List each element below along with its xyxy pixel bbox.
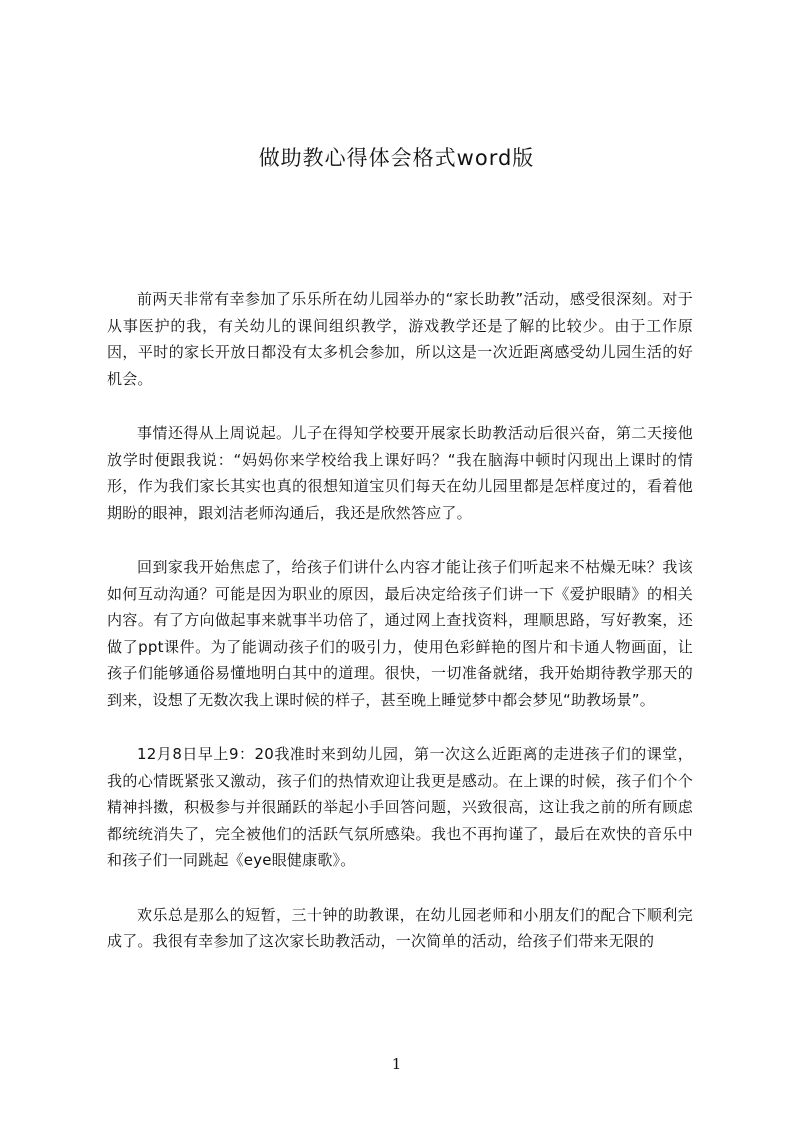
paragraph-3: 回到家我开始焦虑了，给孩子们讲什么内容才能让孩子们听起来不枯燥无味？我该如何互动沟通？可能是因为职业的原因，最后决定给孩子们讲一下《爱护眼睛》的相关内容。有了方向做起事来就事半功倍了，通过网上查找资料，理顺思路，写好教案，还做了ppt课件。为了能调动孩子们的吸引力，使用色彩鲜艳的图片和卡通人物画面，让孩子们能够通俗易懂地明白其中的道理。很快，一切准备就绪，我开始期待教学那天的到来，设想了无数次我上课时候的样子，甚至晚上睡觉梦中都会梦见“助教场景”。 (107, 558, 693, 709)
paragraph-4: 12月8日早上9：20我准时来到幼儿园，第一次这么近距离的走进孩子们的课堂，我的心情既紧张又激动，孩子们的热情欢迎让我更是感动。在上课的时候，孩子们个个精神抖擞，积极参与并很踊跃的举起小手回答问题，兴致很高，这让我之前的所有顾虑都统统消失了，完全被他们的活跃气氛所感染。我也不再拘谨了，最后在欢快的音乐中和孩子们一同跳起《eye眼健康歌》。 (107, 745, 693, 869)
document-title: 做助教心得体会格式word版 (258, 146, 535, 170)
page-number: 1 (391, 1055, 402, 1073)
paragraph-5: 欢乐总是那么的短暂，三十钟的助教课，在幼儿园老师和小朋友们的配合下顺利完成了。我很有幸参加了这次家长助教活动，一次简单的活动，给孩子们带来无限的 (107, 905, 693, 950)
paragraph-2: 事情还得从上周说起。儿子在得知学校要开展家长助教活动后很兴奋，第二天接他放学时便跟我说：“妈妈你来学校给我上课好吗？“我在脑海中顿时闪现出上课时的情形，作为我们家长其实也真的很想知道宝贝们每天在幼儿园里都是怎样度过的，看着他期盼的眼神，跟刘洁老师沟通后，我还是欣然答应了。 (107, 424, 693, 522)
paragraph-1: 前两天非常有幸参加了乐乐所在幼儿园举办的“家长助教”活动，感受很深刻。对于从事医护的我，有关幼儿的课间组织教学，游戏教学还是了解的比较少。由于工作原因，平时的家长开放日都没有太多机会参加，所以这是一次近距离感受幼儿园生活的好机会。 (107, 290, 693, 388)
document-body (107, 286, 693, 983)
